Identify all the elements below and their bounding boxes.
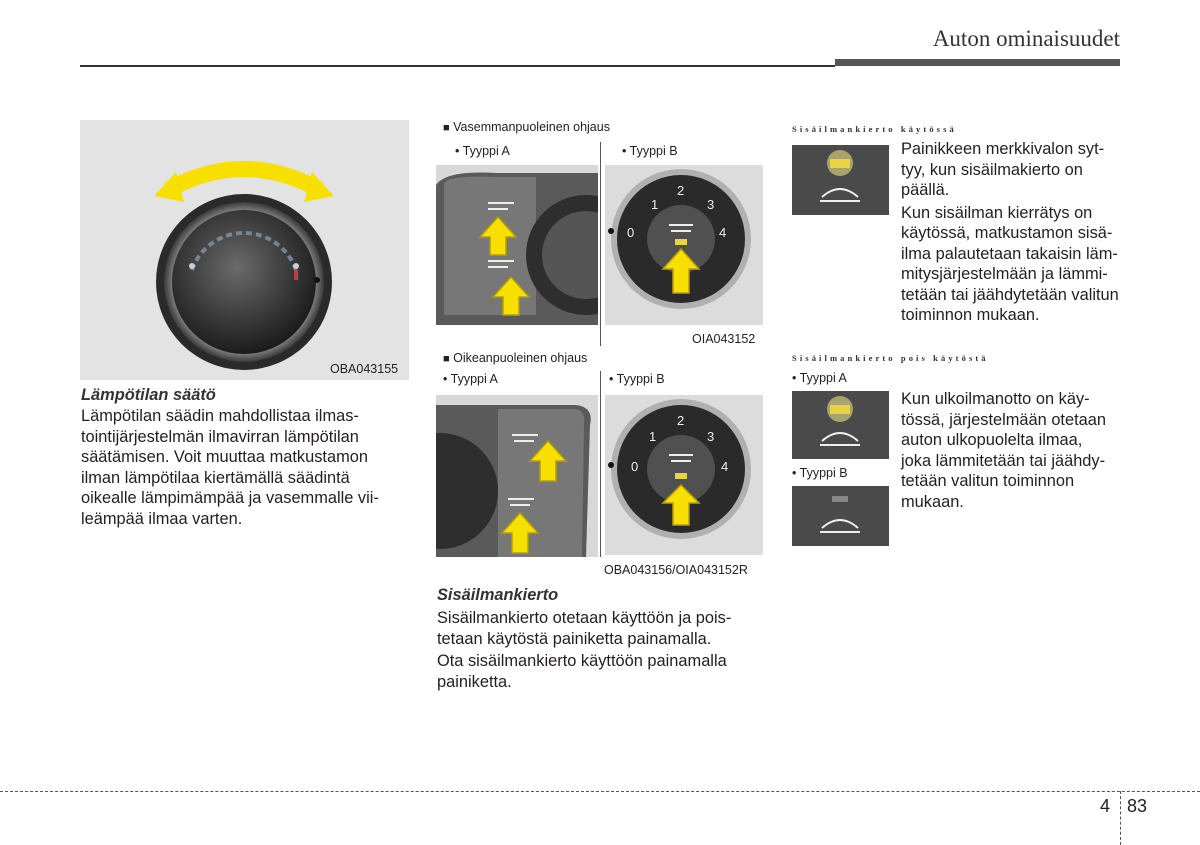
page-header-title: Auton ominaisuudet (932, 26, 1120, 51)
type-b-label-right: • Tyyppi B (792, 466, 848, 480)
header-rule (80, 65, 835, 67)
subheading-recirc-on: Sisäilmankierto käytössä (792, 124, 957, 134)
subheading-recirc-off: Sisäilmankierto pois käytöstä (792, 353, 989, 363)
text-line: Lämpötilan säädin mahdollistaa ilmas- (81, 407, 359, 425)
dial-number-0: 0 (631, 459, 639, 474)
type-a-label-top: • Tyyppi A (455, 144, 510, 158)
dial-number-0: 0 (627, 225, 635, 240)
text-line: toiminnon mukaan. (901, 306, 1040, 324)
recirc-type-a-rhd-illustration (436, 395, 598, 557)
dial-number-2: 2 (677, 413, 685, 428)
recirc-on-paragraph (901, 139, 1120, 326)
text-line: käytössä, matkustamon sisä- (901, 224, 1113, 242)
dial-number-1: 1 (651, 197, 659, 212)
text-line: tyy, kun sisäilmakierto on (901, 160, 1083, 179)
text-line: oikealle lämpimämpää ja vasemmalle vii- (81, 489, 379, 507)
type-a-label-bottom: • Tyyppi A (443, 372, 498, 386)
text-line: leämpää ilmaa varten. (81, 509, 243, 528)
dial-number-3: 3 (707, 429, 715, 444)
text-line: Ota sisäilmankierto käyttöön painamalla (437, 652, 727, 670)
text-line: ilman lämpötilaa kiertämällä säädintä (81, 468, 350, 487)
image-code-lhd: OIA043152 (692, 332, 756, 346)
recirc-button-on-illustration (792, 145, 889, 215)
recirc-button-off-type-a-illustration (792, 391, 889, 459)
dial-number-3: 3 (707, 197, 715, 212)
footer-divider (1120, 791, 1121, 845)
text-line: päällä. (901, 181, 950, 199)
divider (600, 371, 601, 557)
text-line: mitysjärjestelmään ja lämmi- (901, 265, 1108, 283)
footer-rule (0, 791, 1200, 792)
recirc-button-off-type-b-illustration (792, 486, 889, 546)
text-line: säätämisen. Voit muuttaa matkustamon (81, 448, 368, 466)
section-heading-temperature: Lämpötilan säätö (81, 386, 216, 404)
recirc-type-b-lhd-illustration (605, 165, 763, 325)
rhd-label: ■ Oikeanpuoleinen ohjaus (443, 351, 588, 365)
text-line: auton ulkopuolelta ilmaa, (901, 431, 1083, 449)
dial-number-1: 1 (649, 429, 657, 444)
dial-number-4: 4 (719, 225, 727, 240)
image-code-rhd: OBA043156/OIA043152R (604, 563, 748, 577)
page-number: 83 (1127, 796, 1148, 816)
chapter-number: 4 (1100, 796, 1111, 816)
recirc-type-b-rhd-illustration (605, 395, 763, 555)
text-line: tointijärjestelmän ilmavirran lämpötilan (81, 427, 359, 446)
text-line: Kun sisäilman kierrätys on (901, 203, 1093, 222)
type-b-label-bottom: • Tyyppi B (609, 372, 665, 386)
text-line: Kun ulkoilmanotto on käy- (901, 390, 1090, 408)
divider (600, 142, 601, 346)
dial-number-2: 2 (677, 183, 685, 198)
temperature-knob-illustration (80, 120, 409, 380)
text-line: tetaan käytöstä painiketta painamalla. (437, 629, 712, 648)
text-line: joka lämmitetään tai jäähdy- (901, 451, 1106, 470)
text-line: tetään valitun toiminnon (901, 472, 1075, 490)
text-line: tetään tai jäähdytetään valitun (901, 285, 1119, 304)
text-line: Sisäilmankierto otetaan käyttöön ja pois- (437, 609, 732, 627)
text-line: Painikkeen merkkivalon syt- (901, 140, 1105, 158)
recirc-off-paragraph (901, 389, 1120, 512)
dial-number-4: 4 (721, 459, 729, 474)
lhd-label: ■ Vasemmanpuoleinen ohjaus (443, 120, 610, 134)
type-b-label-top: • Tyyppi B (622, 144, 678, 158)
text-line: painiketta. (437, 672, 512, 691)
text-line: tössä, järjestelmään otetaan (901, 410, 1107, 429)
temperature-paragraph (81, 406, 409, 529)
recirc-type-a-lhd-illustration (436, 165, 598, 325)
section-heading-recirculation: Sisäilmankierto (437, 586, 559, 604)
recirculation-paragraph (437, 608, 765, 692)
text-line: ilma palautetaan takaisin läm- (901, 244, 1118, 263)
type-a-label-right: • Tyyppi A (792, 371, 847, 385)
text-line: mukaan. (901, 492, 964, 511)
image-code-temperature: OBA043155 (330, 362, 399, 376)
header-rule-bar (835, 59, 1120, 66)
